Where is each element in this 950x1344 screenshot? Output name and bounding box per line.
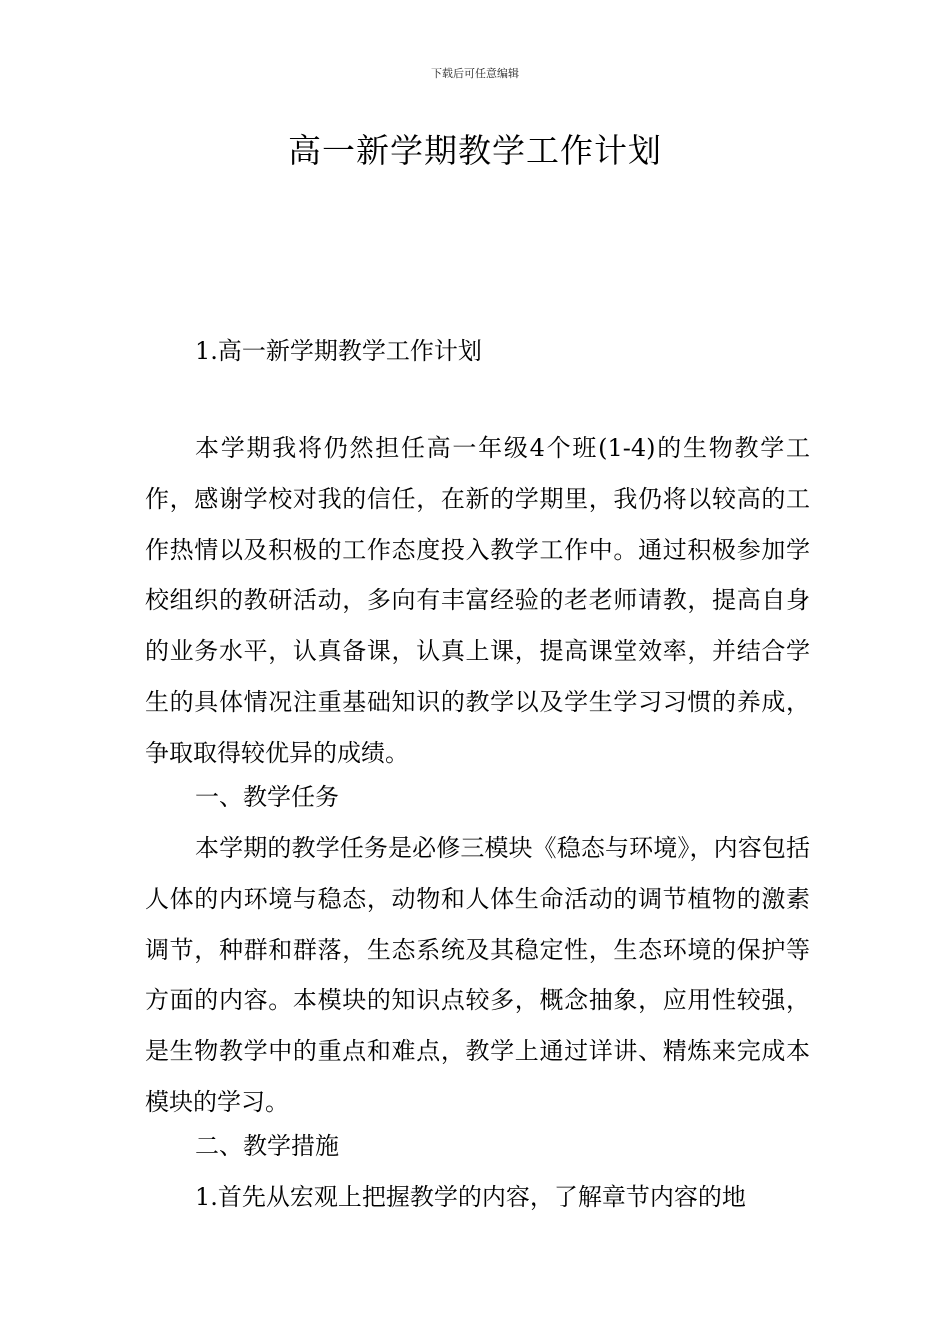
section2-body [145, 1172, 810, 1223]
document-subtitle: 1.高一新学期教学工作计划 [195, 337, 482, 365]
intro-paragraph: 本学期我将仍然担任高一年级4个班(1-4)的生物教学工作，感谢学校对我的信任，在新的学期里，我仍将以较高的工作热情以及积极的工作态度投入教学工作中。通过积极参加学校组织的教研活动，多向有丰富经验的老老师请教，提高自身的业务水平，认真备课，认真上课，提高课堂效率，并结合学生的具体情况注重基础知识的教学以及学生学习习惯的养成，争取取得较优异的成绩。 [145, 434, 810, 767]
section1-paragraph: 本学期的教学任务是必修三模块《稳态与环境》，内容包括人体的内环境与稳态，动物和人体生命活动的调节植物的激素调节，种群和群落，生态系统及其稳定性，生态环境的保护等方面的内容。本模块的知识点较多，概念抽象，应用性较强，是生物教学中的重点和难点，教学上通过详讲、精炼来完成本模块的学习。 [145, 834, 810, 1116]
section2-item-1: 1.首先从宏观上把握教学的内容，了解章节内容的地 [195, 1183, 746, 1211]
intro-section [145, 423, 810, 779]
header-note: 下载后可任意编辑 [431, 67, 519, 80]
section1-body [145, 823, 810, 1128]
section1-heading: 一、教学任务 [195, 783, 339, 811]
document-title: 高一新学期教学工作计划 [288, 131, 662, 170]
section2-heading: 二、教学措施 [195, 1132, 339, 1160]
